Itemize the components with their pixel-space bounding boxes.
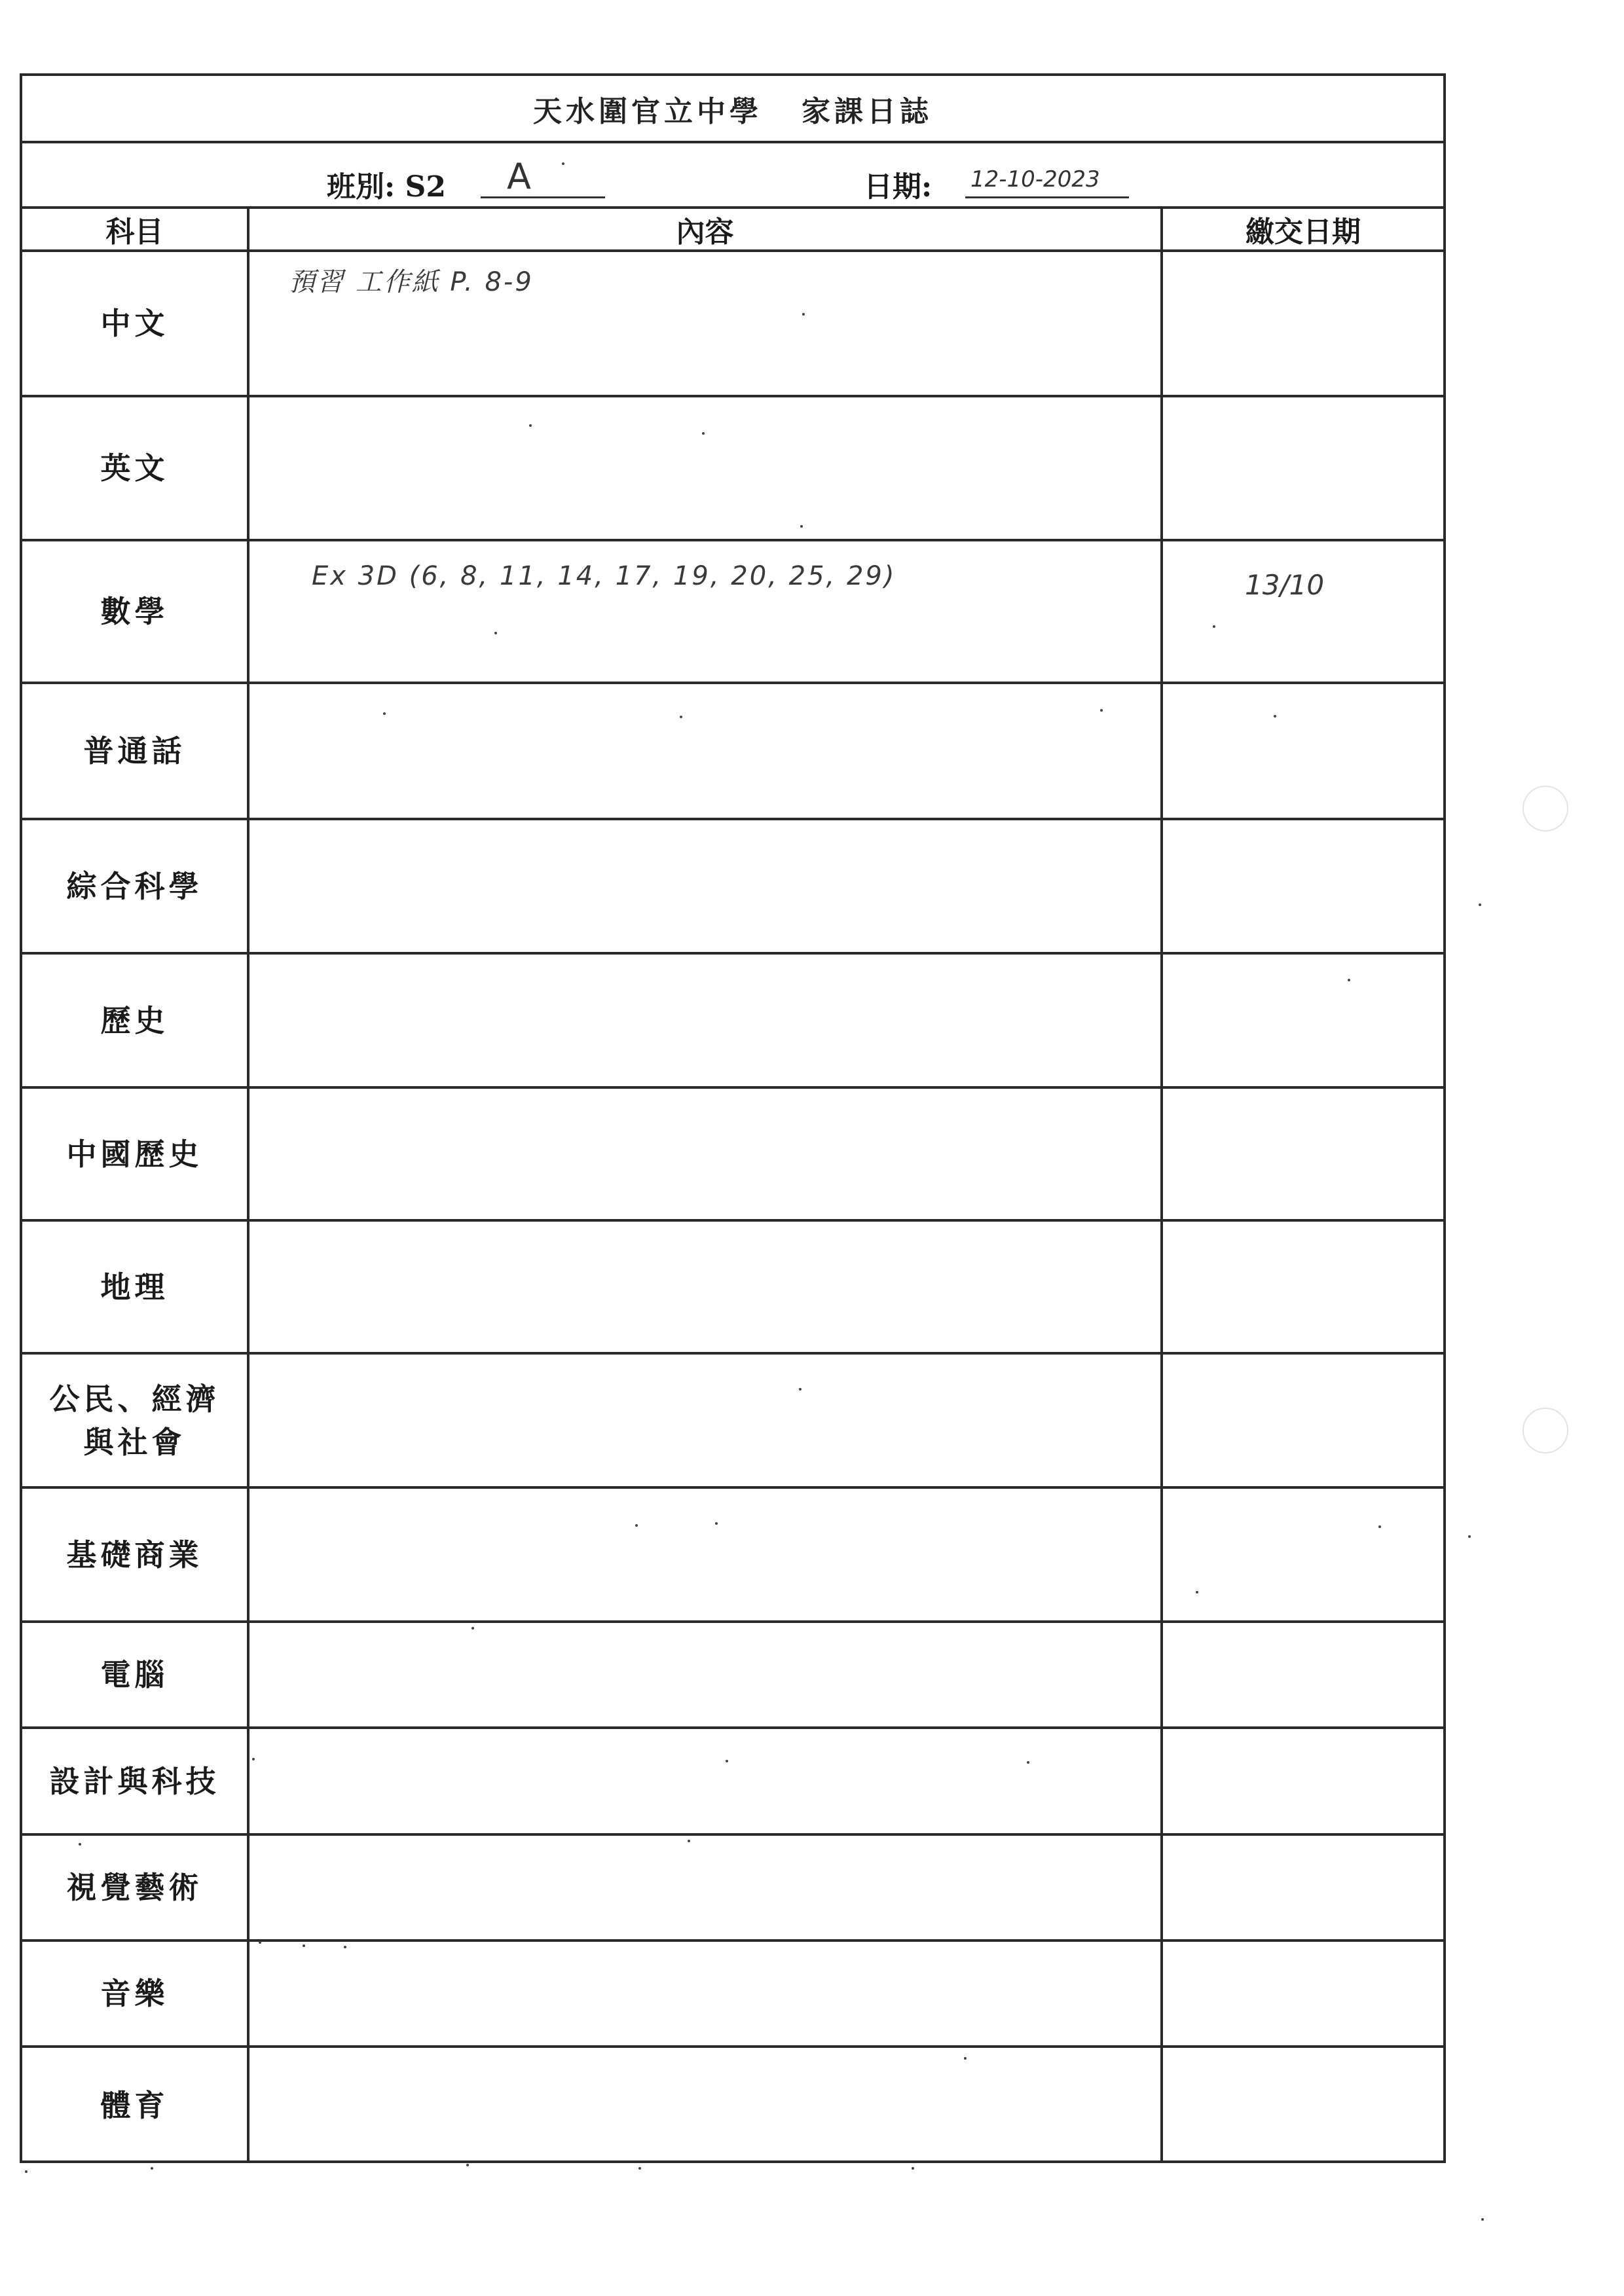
scan-speck bbox=[1213, 625, 1215, 628]
class-label: 班別: S2 bbox=[327, 170, 446, 204]
homework-diary-sheet bbox=[20, 73, 1446, 2163]
due-cell bbox=[1163, 1729, 1443, 1833]
subject-cell: 視覺藝術 bbox=[22, 1836, 249, 1939]
content-cell bbox=[249, 1222, 1163, 1352]
table-header-row bbox=[22, 209, 1443, 252]
due-cell bbox=[1163, 1836, 1443, 1939]
content-cell bbox=[249, 252, 1163, 395]
handwritten-content: Ex 3D (6, 8, 11, 14, 17, 19, 20, 25, 29) bbox=[312, 561, 896, 591]
subject-cell: 數學 bbox=[22, 541, 249, 682]
table-row bbox=[22, 252, 1443, 397]
scan-speck bbox=[1378, 1525, 1381, 1528]
scan-speck bbox=[1481, 2218, 1484, 2221]
due-cell bbox=[1163, 1089, 1443, 1219]
content-cell bbox=[249, 684, 1163, 818]
table-row bbox=[22, 1729, 1443, 1836]
scan-speck bbox=[303, 1944, 305, 1947]
subject-cell: 電腦 bbox=[22, 1623, 249, 1726]
scan-speck bbox=[494, 632, 497, 634]
subject-cell: 地理 bbox=[22, 1222, 249, 1352]
content-cell bbox=[249, 541, 1163, 682]
scan-speck bbox=[702, 432, 705, 435]
subject-cell: 普通話 bbox=[22, 684, 249, 818]
scan-speck bbox=[638, 2167, 641, 2170]
scan-speck bbox=[635, 1524, 638, 1527]
scan-speck bbox=[259, 1941, 261, 1944]
scan-speck bbox=[466, 2164, 469, 2166]
scan-speck bbox=[79, 1843, 81, 1846]
due-cell bbox=[1163, 1489, 1443, 1620]
content-cell bbox=[249, 397, 1163, 539]
header-content: 內容 bbox=[249, 209, 1163, 249]
subject-cell: 設計與科技 bbox=[22, 1729, 249, 1833]
handwritten-due: 13/10 bbox=[1245, 569, 1325, 601]
scan-speck bbox=[1468, 1535, 1471, 1538]
due-cell bbox=[1163, 1942, 1443, 2045]
scan-speck bbox=[1100, 709, 1103, 712]
due-cell bbox=[1163, 1623, 1443, 1726]
table-row bbox=[22, 1222, 1443, 1355]
header-due-date: 繳交日期 bbox=[1246, 215, 1361, 249]
subject-cell: 中國歷史 bbox=[22, 1089, 249, 1219]
scan-speck bbox=[715, 1522, 718, 1525]
subject-cell: 基礎商業 bbox=[22, 1489, 249, 1620]
due-cell bbox=[1163, 252, 1443, 395]
subject-cell: 體育 bbox=[22, 2048, 249, 2163]
scan-speck bbox=[799, 1388, 802, 1391]
table-row bbox=[22, 397, 1443, 541]
scan-speck bbox=[344, 1946, 346, 1948]
content-cell bbox=[249, 1836, 1163, 1939]
table-row bbox=[22, 1836, 1443, 1942]
scan-speck bbox=[688, 1840, 690, 1842]
table-row bbox=[22, 684, 1443, 820]
scan-speck bbox=[252, 1758, 255, 1760]
content-cell bbox=[249, 1729, 1163, 1833]
punch-hole-mark bbox=[1522, 786, 1568, 831]
punch-hole-mark bbox=[1522, 1408, 1568, 1453]
scan-speck bbox=[529, 424, 532, 427]
scan-speck bbox=[802, 313, 805, 316]
class-value: A bbox=[481, 158, 605, 198]
scan-speck bbox=[25, 2170, 28, 2173]
scan-speck bbox=[726, 1760, 728, 1762]
subject-cell: 中文 bbox=[22, 252, 249, 395]
content-cell bbox=[249, 1089, 1163, 1219]
subject-cell: 歷史 bbox=[22, 955, 249, 1086]
scan-speck bbox=[680, 716, 682, 718]
content-cell bbox=[249, 955, 1163, 1086]
subject-cell: 綜合科學 bbox=[22, 820, 249, 952]
content-cell bbox=[249, 1623, 1163, 1726]
table-row bbox=[22, 1623, 1443, 1729]
table-row bbox=[22, 955, 1443, 1089]
header-subject: 科目 bbox=[22, 209, 249, 249]
date-value: 12-10-2023 bbox=[965, 160, 1129, 198]
scan-speck bbox=[912, 2167, 914, 2170]
subject-cell: 公民、經濟與社會 bbox=[22, 1355, 249, 1486]
handwritten-content: 預習 工作紙 P. 8-9 bbox=[289, 267, 534, 297]
table-row bbox=[22, 541, 1443, 684]
table-row bbox=[22, 1942, 1443, 2048]
scan-speck bbox=[964, 2057, 967, 2060]
due-cell bbox=[1163, 541, 1443, 682]
due-cell bbox=[1163, 820, 1443, 952]
due-cell bbox=[1163, 1222, 1443, 1352]
scan-speck bbox=[1348, 979, 1350, 981]
table-row bbox=[22, 1489, 1443, 1623]
scan-speck bbox=[1027, 1761, 1029, 1764]
subject-cell: 音樂 bbox=[22, 1942, 249, 2045]
scan-speck bbox=[562, 162, 564, 165]
meta-row bbox=[22, 143, 1443, 209]
document-title: 家課日誌 bbox=[802, 94, 932, 128]
scan-speck bbox=[151, 2167, 153, 2170]
scan-speck bbox=[1479, 903, 1481, 906]
table-row bbox=[22, 1089, 1443, 1222]
scan-speck bbox=[1196, 1591, 1198, 1594]
due-cell bbox=[1163, 1355, 1443, 1486]
scan-speck bbox=[800, 525, 803, 528]
due-cell bbox=[1163, 684, 1443, 818]
due-cell bbox=[1163, 2048, 1443, 2163]
table-row bbox=[22, 1355, 1443, 1489]
title-row bbox=[22, 76, 1443, 143]
due-cell bbox=[1163, 397, 1443, 539]
content-cell bbox=[249, 820, 1163, 952]
table-row bbox=[22, 2048, 1443, 2163]
subject-cell: 英文 bbox=[22, 397, 249, 539]
school-name: 天水圍官立中學 bbox=[533, 94, 762, 128]
date-label: 日期: bbox=[864, 170, 932, 204]
content-cell bbox=[249, 1489, 1163, 1620]
scan-speck bbox=[1274, 715, 1276, 718]
scan-speck bbox=[471, 1627, 474, 1630]
content-cell bbox=[249, 1942, 1163, 2045]
due-cell bbox=[1163, 955, 1443, 1086]
content-cell bbox=[249, 1355, 1163, 1486]
scan-speck bbox=[383, 712, 386, 715]
table-row bbox=[22, 820, 1443, 955]
content-cell bbox=[249, 2048, 1163, 2163]
